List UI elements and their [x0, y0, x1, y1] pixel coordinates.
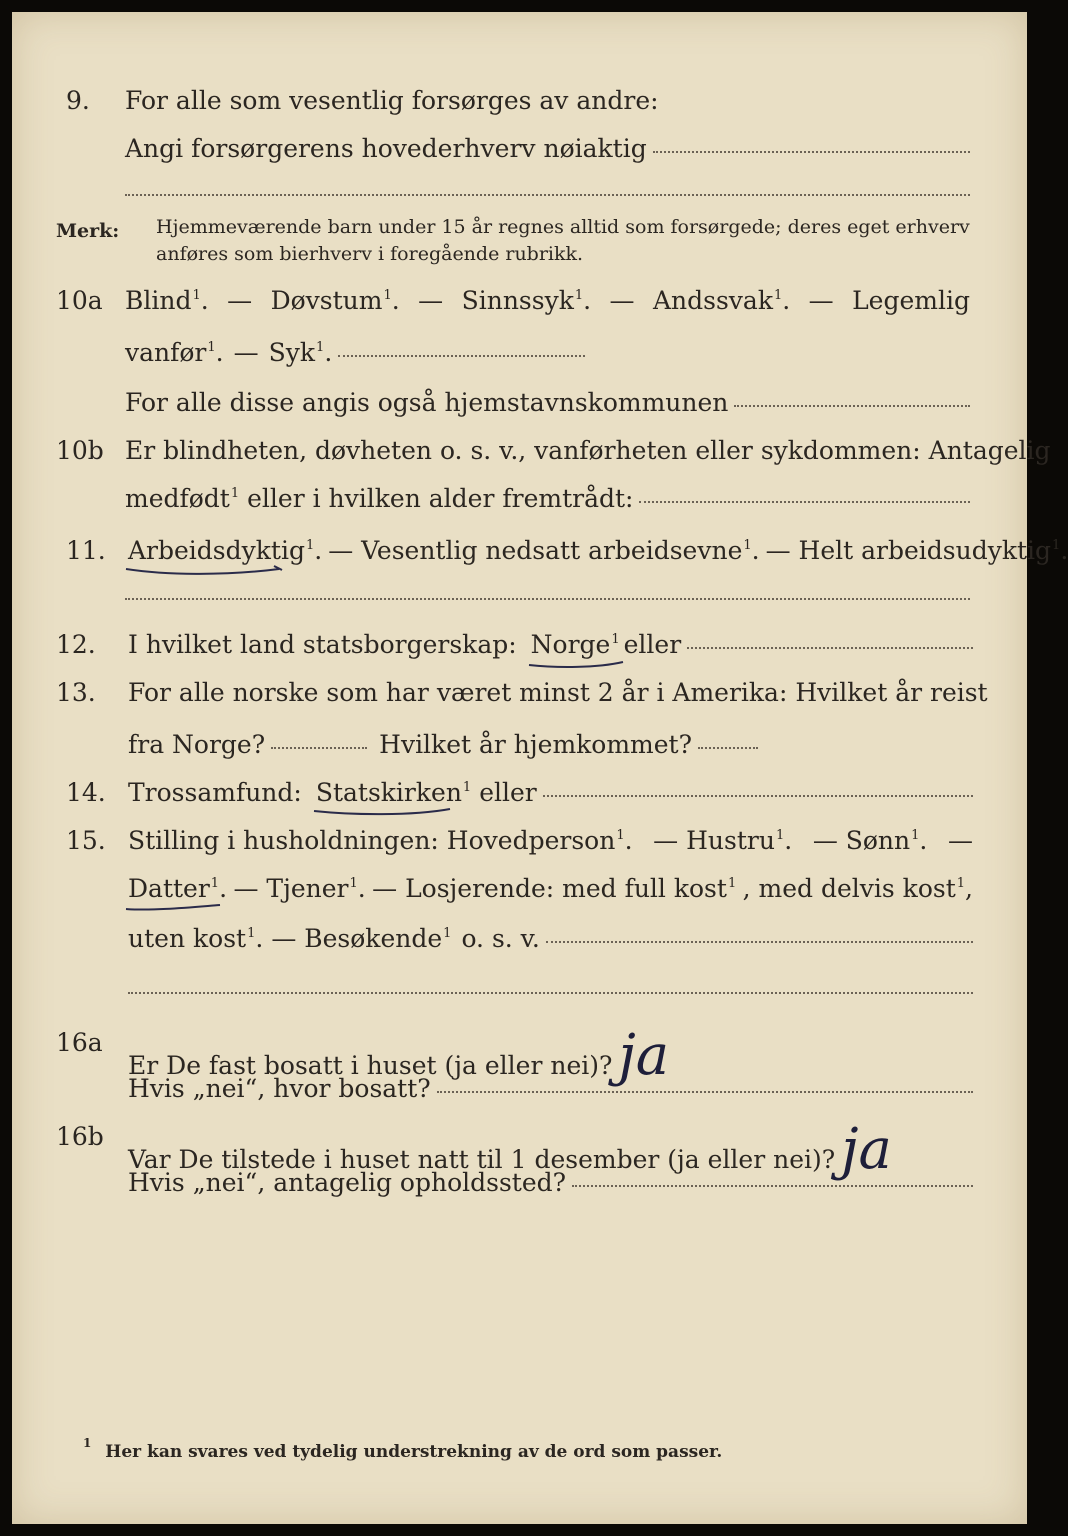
q12-norge[interactable]: Norge$^1$ — [531, 630, 620, 659]
q11-number: 11. — [66, 536, 106, 565]
q16b-hvis: Hvis „nei“, antagelig opholdssted? — [128, 1168, 567, 1197]
q15-osv: o. s. v. — [461, 924, 540, 953]
q14-eller: eller — [479, 778, 537, 807]
handwritten-underline — [312, 805, 452, 819]
q10a-answer-line[interactable] — [338, 355, 585, 357]
q9-text2: Angi forsørgerens hovederhverv nøiaktig — [125, 134, 647, 163]
footnote-text: Her kan svares ved tydelig understrekning av de ord som passer. — [105, 1442, 723, 1462]
q15-sonn: — Sønn$^1$. — [812, 826, 928, 855]
q13-text1: For alle norske som har været minst 2 år i Amerika: Hvilket år reist — [128, 678, 988, 707]
q9-answer-line2[interactable] — [125, 194, 970, 196]
q15-line1: Stilling i husholdningen: Hovedperson$^1$. — Hustru$^1$. — Sønn$^1$. — — [128, 826, 973, 855]
q10a-andssvak: Andssvak$^1$. — [652, 286, 791, 315]
q16b-line2 — [128, 1168, 973, 1197]
q15-tjener: — Tjener$^1$. — [233, 874, 366, 903]
q10b-text2: eller i hvilken alder fremtrådt: — [247, 484, 634, 513]
q13-line1 — [128, 678, 988, 707]
q13-hjem: Hvilket år hjemkommet? — [379, 730, 693, 759]
q15-line2 — [128, 874, 973, 903]
q15-datter[interactable]: Datter$^1$. — [128, 874, 227, 903]
census-form-page — [12, 12, 1068, 1524]
q10b-line2 — [125, 484, 970, 513]
q15-hustru: — Hustru$^1$. — [653, 826, 793, 855]
q10b-answer-line[interactable] — [639, 501, 970, 503]
q16b-answer[interactable]: ja — [841, 1117, 892, 1182]
q10a-blind: Blind$^1$. — [125, 286, 209, 315]
q10a-line3 — [125, 388, 970, 417]
q14-number: 14. — [66, 778, 106, 807]
q15-besok: — Besøkende$^1$ — [271, 924, 452, 953]
q12-line — [128, 630, 973, 659]
q9-line1 — [125, 86, 659, 115]
q11-line1 — [128, 536, 1068, 565]
q12-number: 12. — [56, 630, 96, 659]
q15-number: 15. — [66, 826, 106, 855]
q11-nedsatt: — Vesentlig nedsatt arbeidsevne$^1$. — [328, 536, 760, 565]
q10a-line1: Blind$^1$. — Døvstum$^1$. — Sinnssyk$^1$. — Andssvak$^1$. — Legemlig — [125, 286, 970, 315]
q16b-question: Var De tilstede i huset natt til 1 desember (ja eller nei)? — [128, 1145, 836, 1174]
q15-uten: uten kost$^1$. — [128, 924, 264, 953]
q15-delvis: , med delvis kost$^1$, — [742, 874, 973, 903]
q10b-medfodt: medfødt$^1$ — [125, 484, 240, 513]
q12-label: I hvilket land statsborgerskap: — [128, 630, 517, 659]
q15-hovedperson: Stilling i husholdningen: Hovedperson$^1$. — [128, 826, 633, 855]
footnote — [82, 1436, 722, 1462]
q12-eller: eller — [623, 630, 682, 659]
merk-label — [56, 220, 119, 242]
q13-fra-line[interactable] — [271, 747, 367, 749]
q16a-answer-line[interactable] — [437, 1091, 973, 1093]
merk-text2: anføres som bierhverv i foregående rubrikk. — [156, 243, 584, 265]
q16b-number: 16b — [56, 1122, 104, 1151]
q13-hjem-line[interactable] — [698, 747, 758, 749]
q16b-answer-line[interactable] — [572, 1185, 973, 1187]
q14-answer-line[interactable] — [543, 795, 973, 797]
q11-udyktig: — Helt arbeidsudyktig$^1$. — [765, 536, 1068, 565]
q14-statskirken[interactable]: Statskirken$^1$ — [316, 778, 471, 807]
q10a-dovstum: Døvstum$^1$. — [270, 286, 400, 315]
handwritten-underline — [124, 901, 224, 915]
footnote-mark: 1 — [83, 1436, 92, 1450]
q16a-question: Er De fast bosatt i huset (ja eller nei)? — [128, 1051, 613, 1080]
q10b-text1: Er blindheten, døvheten o. s. v., vanførheten eller sykdommen: Antagelig — [125, 436, 1051, 465]
q10a-hjemstavn-line[interactable] — [734, 405, 970, 407]
q16a-answer[interactable]: ja — [618, 1023, 670, 1088]
q10a-number: 10a — [56, 286, 103, 315]
handwritten-underline — [527, 657, 627, 671]
q9-line2 — [125, 134, 970, 163]
q10a-hjemstavn: For alle disse angis også hjemstavnskommunen — [125, 388, 729, 417]
q16a-hvis: Hvis „nei“, hvor bosatt? — [128, 1074, 431, 1103]
q10a-legemlig: Legemlig — [852, 286, 970, 315]
q9-answer-line[interactable] — [653, 151, 970, 153]
q10b-number: 10b — [56, 436, 104, 465]
merk-label-text: Merk: — [56, 220, 120, 242]
q11-answer-line[interactable] — [125, 598, 970, 600]
q15-line3 — [128, 924, 973, 953]
q16a-number: 16a — [56, 1028, 103, 1057]
q10a-sinnssyk: Sinnssyk$^1$. — [461, 286, 592, 315]
q16a-line2 — [128, 1074, 973, 1103]
q13-number: 13. — [56, 678, 96, 707]
merk-text1: Hjemmeværende barn under 15 år regnes alltid som forsørgede; deres eget erhverv — [156, 216, 970, 238]
q14-label: Trossamfund: — [128, 778, 302, 807]
q13-fra: fra Norge? — [128, 730, 266, 759]
merk-line1 — [156, 216, 970, 238]
q10a-vanfor: vanfør$^1$. — [125, 338, 224, 367]
q13-line2 — [128, 730, 758, 759]
q10a-line2: vanfør$^1$. — Syk$^1$. — [125, 338, 585, 367]
q12-answer-line[interactable] — [687, 647, 973, 649]
q15-losj: — Losjerende: med full kost$^1$ — [372, 874, 737, 903]
q9-text: For alle som vesentlig forsørges av andre: — [125, 86, 659, 115]
q15-answer-line[interactable] — [546, 941, 973, 943]
q11-arbeidsdyktig[interactable]: Arbeidsdyktig$^1$. — [128, 536, 322, 565]
q10a-syk: Syk$^1$. — [268, 338, 333, 367]
q10b-line1 — [125, 436, 1051, 465]
q14-line — [128, 778, 973, 807]
q15-answer-line2[interactable] — [128, 992, 973, 994]
handwritten-underline — [124, 563, 284, 577]
merk-line2 — [156, 243, 583, 265]
q9-number: 9. — [66, 86, 90, 115]
